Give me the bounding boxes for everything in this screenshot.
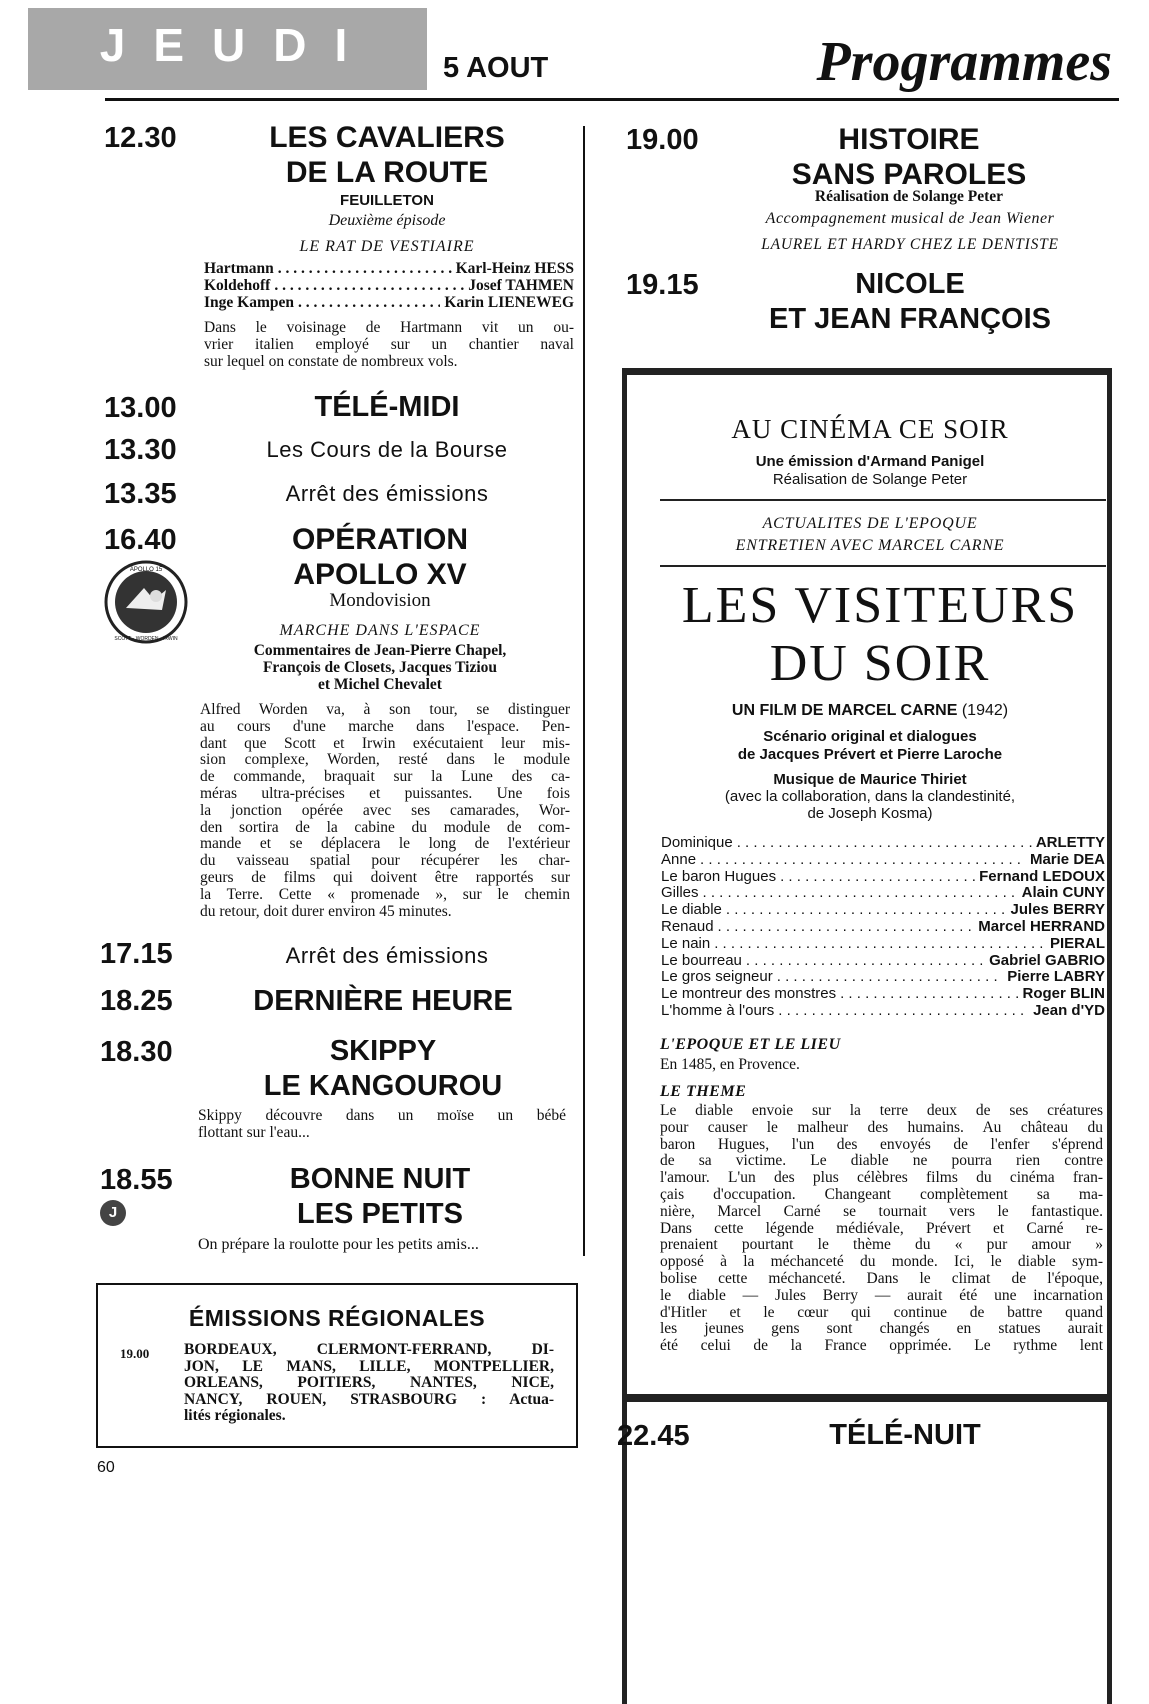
- program-synopsis: Skippy découvre dans un moïse un bébé flottant sur l'eau...: [198, 1107, 566, 1141]
- cinema-realisation: Réalisation de Solange Peter: [772, 471, 968, 488]
- program-time: 17.15: [100, 938, 173, 970]
- program-time: 19.15: [626, 269, 699, 301]
- youth-badge-icon: J: [100, 1200, 126, 1226]
- program-title: SKIPPY LE KANGOUROU: [263, 1035, 503, 1102]
- program-synopsis: Alfred Worden va, à son tour, se distinguer au cours d'une marche dans l'espace. Pen- dant que Scott et Irwin exécutaient leur mis- sion complexe, Worden, resté dans le module de commande, braquait sur la Lune des ca- méras ultra-précises et puissantes. Une fois la jonction opérée avec ses camarades, Wor- den sortira de la cabine du module de com- mande et se déplacera le long de l'extérieur du vaisseau spatial pour récupérer les char- geurs de films qui doivent être rapportés sur la Terre. Cette « promenade », sur le chemin du retour, doit durer environ 45 minutes.: [200, 701, 570, 920]
- regional-box: [96, 1283, 578, 1448]
- program-title: LES CAVALIERS DE LA ROUTE: [269, 121, 505, 189]
- cinema-header: AU CINÉMA CE SOIR: [731, 414, 1009, 444]
- program-time: 18.25: [100, 985, 173, 1017]
- film-scenario: Scénario original et dialogues de Jacques Prévert et Pierre Laroche: [737, 728, 1003, 763]
- segment-title: MARCHE DANS L'ESPACE: [279, 622, 481, 639]
- program-time: 13.35: [104, 478, 177, 510]
- program-title: BONNE NUIT LES PETITS: [289, 1163, 471, 1230]
- cast-row: Le montreur des monstres . . . Roger BLIN: [661, 986, 1105, 1003]
- cast-row: Le nain . . . PIERAL: [661, 936, 1105, 953]
- program-title: TÉLÉ-NUIT: [829, 1419, 981, 1451]
- program-title: Arrêt des émissions: [285, 481, 489, 506]
- program-synopsis: Dans le voisinage de Hartmann vit un ou- vrier italien employé sur un chantier naval sur lequel on constate de nombreux vols.: [204, 319, 574, 370]
- header-rule: [105, 98, 1119, 101]
- cast-row: Koldehoff . . . Josef TAHMEN: [204, 277, 574, 294]
- film-credit: UN FILM DE MARCEL CARNE (1942): [731, 702, 1009, 719]
- cast-row: L'homme à l'ours . . . Jean d'YD: [661, 1003, 1105, 1020]
- episode-title: LE RAT DE VESTIAIRE: [299, 238, 475, 255]
- cinema-frame-left: [622, 368, 627, 1704]
- program-title: TÉLÉ-MIDI: [314, 391, 460, 423]
- program-episode: Deuxième épisode: [328, 212, 446, 229]
- program-time: 13.00: [104, 392, 177, 424]
- svg-text:APOLLO 15: APOLLO 15: [129, 567, 163, 573]
- cast-row: Inge Kampen . . . Karin LIENEWEG: [204, 294, 574, 311]
- program-time: 18.55: [100, 1164, 173, 1196]
- program-music: Accompagnement musical de Jean Wiener: [765, 210, 1055, 227]
- program-title: DERNIÈRE HEURE: [253, 985, 513, 1017]
- program-credit: Réalisation de Solange Peter: [814, 188, 1004, 205]
- program-title: Les Cours de la Bourse: [266, 437, 508, 462]
- cinema-emission: Une émission d'Armand Panigel: [755, 453, 985, 470]
- cast-row: Dominique . . . ARLETTY: [661, 835, 1105, 852]
- cast-list: [204, 260, 574, 311]
- svg-text:SCOTT · WORDEN · IRWIN: SCOTT · WORDEN · IRWIN: [114, 636, 178, 642]
- column-divider: [583, 126, 585, 1256]
- cinema-entretien: ENTRETIEN AVEC MARCEL CARNE: [735, 537, 1005, 554]
- program-title: Arrêt des émissions: [285, 943, 489, 968]
- theme-heading: LE THEME: [660, 1083, 747, 1100]
- cast-row: Le gros seigneur . . . Pierre LABRY: [661, 969, 1105, 986]
- date-label: 5 AOUT: [443, 52, 549, 84]
- cast-row: Le bourreau . . . Gabriel GABRIO: [661, 953, 1105, 970]
- day-label: JEUDI: [99, 19, 376, 71]
- cinema-actualites: ACTUALITES DE L'EPOQUE: [762, 515, 978, 532]
- epoque-text: En 1485, en Provence.: [660, 1056, 800, 1073]
- cast-row: Le diable . . . Jules BERRY: [661, 902, 1105, 919]
- cinema-rule: [660, 565, 1106, 567]
- theme-text: Le diable envoie sur la terre deux de ses créatures pour causer le malheur des humains. Au château du baron Hugues, l'un des envoyés de l'enfer s'éprend de sa victime. Le diable ne pourra rien contre l'amour. L'un des plus célèbres films du cinéma fran- çais d'occupation. Changeant complètement sa ma- nière, Marcel Carné se tournait vers le fantastique. Dans cette légende médiévale, Prévert et Carné re- prenaient pourtant le thème du « pur amour » opposé à la méchanceté du monde. Ici, le diable sym- bolise cette méchanceté. Dans le climat de l'époque, le diable — Jules Berry — aurait été une incarnation d'Hitler et le cœur qui continue de battre quand les jeunes gens sont changés en statues aurait été celui de la France opprimée. Le rythme lent: [660, 1102, 1103, 1355]
- program-commentary: Commentaires de Jean-Pierre Chapel, François de Closets, Jacques Tiziou et Michel Chevalet: [253, 642, 507, 693]
- program-time: 13.30: [104, 434, 177, 466]
- program-time: 18.30: [100, 1036, 173, 1068]
- epoque-heading: L'EPOQUE ET LE LIEU: [660, 1036, 841, 1053]
- cast-row: Le baron Hugues . . . Fernand LEDOUX: [661, 869, 1105, 886]
- regional-cities: BORDEAUX, CLERMONT-FERRAND, DI- JON, LE MANS, LILLE, MONTPELLIER, ORLEANS, POITIERS, NANTES, NICE, NANCY, ROUEN, STRASBOURG : Actua- lités régionales.: [184, 1341, 554, 1424]
- cast-row: Hartmann . . . Karl-Heinz HESS: [204, 260, 574, 277]
- cinema-frame-bottom: [622, 1394, 1112, 1402]
- cinema-frame-right: [1107, 368, 1112, 1704]
- program-time: 19.00: [626, 124, 699, 156]
- program-genre: FEUILLETON: [340, 192, 434, 209]
- film-title: LES VISITEURS DU SOIR: [681, 577, 1079, 692]
- cast-row: Renaud . . . Marcel HERRAND: [661, 919, 1105, 936]
- program-title: HISTOIRE SANS PAROLES: [791, 123, 1027, 191]
- regional-title: ÉMISSIONS RÉGIONALES: [188, 1305, 486, 1331]
- program-synopsis: On prépare la roulotte pour les petits amis...: [198, 1236, 479, 1253]
- cast-row: Anne . . . Marie DEA: [661, 852, 1105, 869]
- program-title: NICOLE ET JEAN FRANÇOIS: [769, 268, 1051, 335]
- page-number: 60: [97, 1459, 115, 1476]
- film-cast-list: [661, 835, 1105, 1020]
- cast-row: Gilles . . . Alain CUNY: [661, 885, 1105, 902]
- program-title: OPÉRATION APOLLO XV: [291, 523, 469, 591]
- program-subtitle: Mondovision: [329, 590, 431, 611]
- cinema-frame-top: [622, 368, 1112, 375]
- section-title: Programmes: [816, 31, 1112, 93]
- program-episode: LAUREL ET HARDY CHEZ LE DENTISTE: [761, 236, 1059, 253]
- cinema-rule: [660, 499, 1106, 501]
- film-music: Musique de Maurice Thiriet (avec la collaboration, dans la clandestinité, de Joseph Kosma): [724, 771, 1016, 822]
- program-time: 16.40: [104, 524, 177, 556]
- apollo-patch-icon: [104, 560, 188, 644]
- program-time: 22.45: [617, 1420, 690, 1452]
- regional-time: 19.00: [120, 1346, 150, 1361]
- program-time: 12.30: [104, 122, 177, 154]
